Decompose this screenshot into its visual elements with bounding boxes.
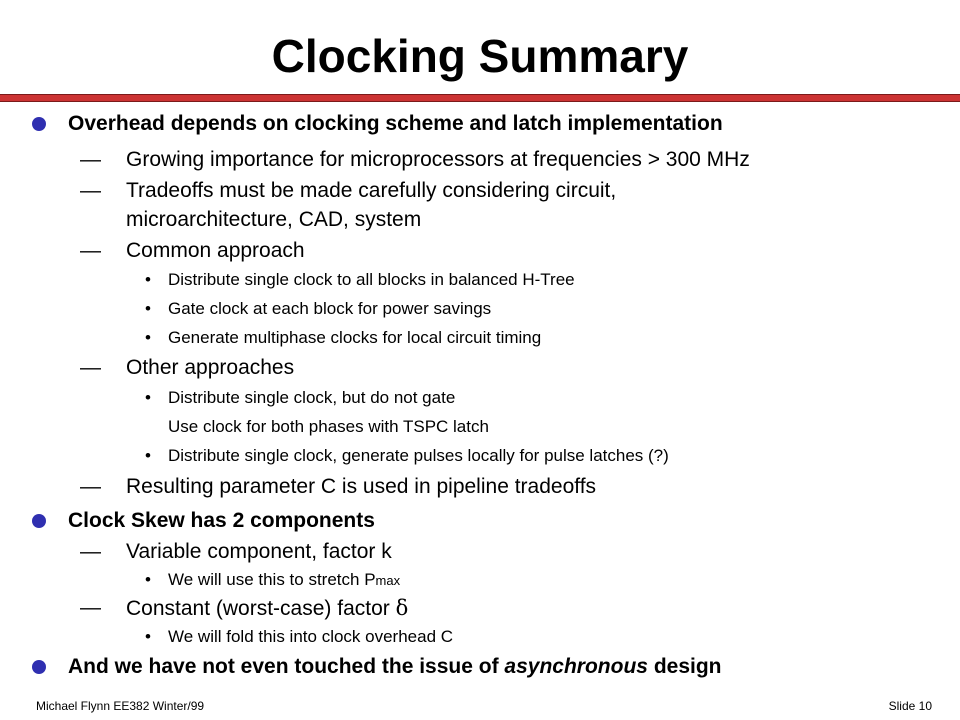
footer-author: Michael Flynn EE382 Winter/99 xyxy=(36,699,205,713)
bullet-1-sub-3-item-1: Distribute single clock to all blocks in balanced H-Tree xyxy=(168,270,575,289)
bullet-1-dot xyxy=(32,117,46,131)
bullet-1-sub-3-item-1-dot: • xyxy=(145,270,151,289)
constant-factor-text: Constant (worst-case) factor xyxy=(126,597,390,620)
bullet-2-sub-2-item: We will fold this into clock overhead C xyxy=(168,627,454,646)
bullet-1-sub-1: Growing importance for microprocessors at frequencies > 300 MHz xyxy=(126,148,750,171)
bullet-1-sub-3-item-3: Generate multiphase clocks for local circuit timing xyxy=(168,328,542,347)
bullet-1-sub-3-item-3-dot: • xyxy=(145,328,151,347)
max-subscript: max xyxy=(375,573,401,588)
bullet-1-sub-4-item-2: Distribute single clock, generate pulses locally for pulse latches (?) xyxy=(168,446,669,465)
bullet-1-sub-4: Other approaches xyxy=(126,356,295,379)
slide-number: Slide 10 xyxy=(888,699,932,713)
bullet-1-sub-4-item-1-dot: • xyxy=(145,388,151,407)
bullet-1-sub-3-item-2-dot: • xyxy=(145,299,151,318)
bullet-2-sub-1-item xyxy=(168,568,400,593)
bullet-2-sub-2-item-dot: • xyxy=(145,627,151,646)
bullet-1-sub-4-item-1-line-2: Use clock for both phases with TSPC latch xyxy=(168,417,489,436)
slide-title: Clocking Summary xyxy=(271,30,689,82)
bullet-1-sub-4-item-2-dot: • xyxy=(145,446,151,465)
bullet-2-text: Clock Skew has 2 components xyxy=(68,509,375,532)
bullet-1-sub-3-dash: — xyxy=(80,239,101,262)
bullet-1-sub-3-item-2: Gate clock at each block for power savings xyxy=(168,299,492,318)
stretch-text: We will use this to stretch P xyxy=(168,570,376,589)
bullet-1-sub-3: Common approach xyxy=(126,239,305,262)
bullet-1-sub-2-line-2: microarchitecture, CAD, system xyxy=(126,208,422,231)
bullet-1-text: Overhead depends on clocking scheme and latch implementation xyxy=(68,112,723,135)
bullet-3-prefix: And we have not even touched the issue of xyxy=(68,655,499,678)
bullet-2-sub-1-item-dot: • xyxy=(145,570,151,589)
title-rule xyxy=(0,94,960,102)
delta-symbol: δ xyxy=(395,596,409,620)
bullet-3-text xyxy=(68,653,722,681)
bullet-2-sub-2-dash: — xyxy=(80,596,101,619)
bullet-2-dot xyxy=(32,514,46,528)
bullet-1-sub-2-dash: — xyxy=(80,179,101,202)
bullet-3-italic: asynchronous xyxy=(504,655,648,678)
bullet-1-sub-5: Resulting parameter C is used in pipeline tradeoffs xyxy=(126,475,597,498)
bullet-2-sub-1-dash: — xyxy=(80,540,101,563)
bullet-1-sub-1-dash: — xyxy=(80,148,101,171)
bullet-3-suffix: design xyxy=(653,655,722,678)
bullet-1-sub-4-item-1-line-1: Distribute single clock, but do not gate xyxy=(168,388,456,407)
bullet-3-dot xyxy=(32,660,46,674)
bullet-2-sub-2 xyxy=(126,594,408,623)
bullet-2-sub-1: Variable component, factor k xyxy=(126,540,392,563)
bullet-1-sub-4-dash: — xyxy=(80,356,101,379)
bullet-1-sub-2-line-1: Tradeoffs must be made carefully considering circuit, xyxy=(126,179,617,202)
bullet-1-sub-5-dash: — xyxy=(80,475,101,498)
